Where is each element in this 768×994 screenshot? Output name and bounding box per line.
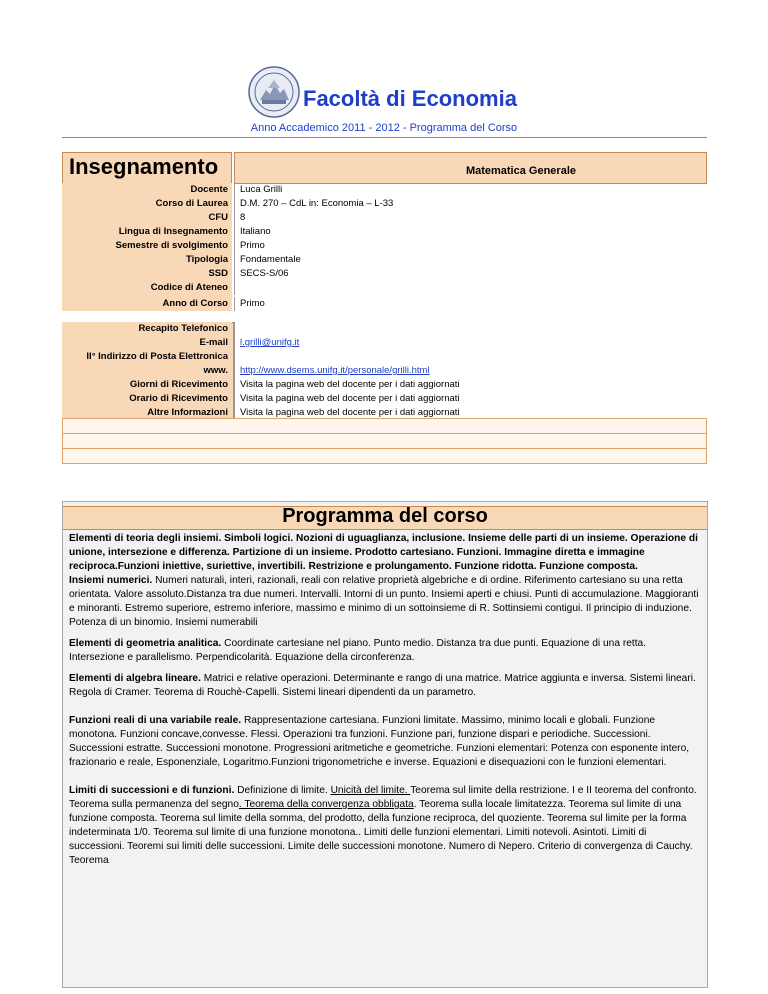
topic-text-underlined: . Teorema della convergenza obbligata (238, 799, 414, 810)
field-value: Visita la pagina web del docente per i dati aggiornati (240, 379, 460, 390)
field-value: Italiano (240, 226, 271, 237)
contact-row (62, 392, 707, 406)
university-seal-icon (248, 66, 300, 118)
topic-heading: Limiti di successioni e di funzioni. (69, 785, 235, 796)
topic-text: Numeri naturali, interi, razionali, reali con relative proprietà algebriche e di ordine. Riferimento cartesiano su una retta orientata. Valore assoluto.Distanza tra due numeri. Intervalli. Intorni di un punto. Insiemi aperti e chiusi. Punti di accumulazione. Maggioranti e minoranti. Estremo superiore, estremo inferiore, massimo e minimo di un sottoinsieme di R. Sottinsiemi contigui. Il principio di induzione. Potenza di un binomio. Insiemi numerabili (69, 575, 699, 628)
contact-row (62, 336, 707, 350)
topic-text: Matrici e relative operazioni. Determinante e rango di una matrice. Matrice aggiunta e inversa. Sistemi lineari. Regola di Cramer. Teorema di Rouchè-Capelli. Sistemi lineari dipendenti da un parametro. (69, 673, 696, 698)
field-label: www. (62, 364, 232, 378)
section-label-cell (62, 152, 232, 184)
field-label: Anno di Corso (62, 297, 232, 311)
topic-text: Definizione di limite. (234, 785, 331, 796)
topic-heading: Elementi di algebra lineare. (69, 673, 201, 684)
field-value: D.M. 270 – CdL in: Economia – L-33 (240, 198, 394, 209)
topic-heading: Funzioni reali di una variabile reale. (69, 715, 242, 726)
section-label: Insegnamento (69, 154, 219, 179)
contact-row (62, 378, 707, 392)
empty-row (62, 434, 707, 449)
contact-row (62, 364, 707, 378)
course-info-row (62, 211, 707, 225)
topic-text-underlined: Unicità del limite. (330, 785, 411, 796)
contact-row (62, 350, 707, 364)
program-paragraph (69, 532, 701, 630)
course-info-table (62, 183, 707, 311)
course-info-row (62, 281, 707, 295)
website-link[interactable]: http://www.dsems.unifg.it/personale/grilli.html (240, 365, 430, 376)
field-label: II° Indirizzo di Posta Elettronica (62, 350, 232, 364)
field-value: SECS-S/06 (240, 268, 289, 279)
program-header (63, 506, 707, 530)
field-label: Giorni di Ricevimento (62, 378, 232, 392)
program-paragraph (69, 784, 701, 868)
course-name: Matematica Generale (465, 165, 576, 177)
course-info-row (62, 183, 707, 197)
course-name-cell (234, 152, 707, 184)
program-paragraph (69, 714, 701, 770)
field-value: Visita la pagina web del docente per i dati aggiornati (240, 393, 460, 404)
course-info-row (62, 239, 707, 253)
field-value: Primo (240, 298, 265, 309)
header-divider (62, 137, 707, 138)
program-paragraph (69, 637, 701, 665)
field-label: Tipologia (62, 253, 232, 267)
faculty-title: Facoltà di Economia (303, 86, 517, 111)
topic-heading: Elementi di geometria analitica. (69, 638, 222, 649)
field-label: Docente (62, 183, 232, 197)
email-link[interactable]: l.grilli@unifg.it (240, 337, 300, 348)
academic-year-line: Anno Accademico 2011 - 2012 - Programma del Corso (250, 122, 518, 134)
program-body (69, 532, 701, 875)
topic-text: Coordinate cartesiane nel piano. Punto medio. Distanza tra due punti. Equazione di una retta. Intersezione e parallelismo. Perpendicolarità. Equazione della circonferenza. (69, 638, 647, 663)
field-label: CFU (62, 211, 232, 225)
course-info-row (62, 267, 707, 281)
field-label: Recapito Telefonico (62, 322, 232, 336)
field-label: Orario di Ricevimento (62, 392, 232, 406)
field-label: Semestre di svolgimento (62, 239, 232, 253)
empty-row (62, 449, 707, 464)
field-label: Altre Informazioni (62, 406, 232, 420)
course-info-row (62, 297, 707, 311)
topic-heading: Insiemi numerici. (69, 575, 153, 586)
empty-row (62, 418, 707, 434)
empty-rows (62, 418, 707, 464)
field-value: Luca Grilli (240, 184, 283, 195)
topic-text: Teorema sul limite della restrizione. I e II teorema del confronto. Teorema sulla permanenza del segno (69, 785, 697, 810)
field-value: 8 (240, 212, 246, 223)
program-title: Programma del corso (282, 505, 488, 527)
field-label: Codice di Ateneo (62, 281, 232, 295)
course-info-row (62, 253, 707, 267)
program-paragraph (69, 672, 701, 700)
field-value: Primo (240, 240, 265, 251)
topic-text: Rappresentazione cartesiana. Funzioni limitate. Massimo, minimo locali e globali. Funzione monotona. Funzioni concave,convesse. Flessi. Operazioni tra funzioni. Funzione pari, funzione dispari e periodiche. Successioni. Successioni estratte. Successioni monotone. Progressioni aritmetiche e geometriche. Funzioni elementari: Potenza con esponente intero, frazionario e reale, Esponenziale, Logaritmo.Funzioni trigonometriche e inverse. Equazioni e disequazioni con le funzioni elementari. (69, 715, 690, 768)
course-info-row (62, 225, 707, 239)
topic-text: . Teorema sulla locale limitatezza. Teorema sul limite di una funzione composta. Teorema sul limite della somma, del prodotto, della funzione reciproca, del quoziente. Teorema sul limite per la forma indeterminata 1/0. Teorema sul limite di una funzione monotona.. Limiti delle funzioni elementari. Limiti notevoli. Asintoti. Limiti di successioni. Teoremi sui limiti delle successioni. Limite delle successioni monotone. Numero di Nepero. Criterio di convergenza di Cauchy. Teorema (69, 799, 693, 866)
program-section (62, 501, 708, 988)
field-label: E-mail (62, 336, 232, 350)
course-title-row (62, 152, 707, 184)
field-value: Fondamentale (240, 254, 301, 265)
field-label: SSD (62, 267, 232, 281)
contacts-table (62, 322, 707, 420)
contact-row (62, 322, 707, 336)
field-value: Visita la pagina web del docente per i dati aggiornati (240, 407, 460, 418)
field-label: Lingua di Insegnamento (62, 225, 232, 239)
topic-heading: Elementi di teoria degli insiemi. Simboli logici. Nozioni di uguaglianza, inclusione. Insieme delle parti di un insieme. Operazione di unione, intersezione e differenza. Partizione di un insieme. Prodotto cartesiano. Funzioni. Immagine diretta e immagine reciproca.Funzioni iniettive, suriettive, invertibili. Restrizione e prolungamento. Funzione ridotta. Funzione composta. (69, 533, 698, 572)
field-label: Corso di Laurea (62, 197, 232, 211)
course-info-row (62, 197, 707, 211)
